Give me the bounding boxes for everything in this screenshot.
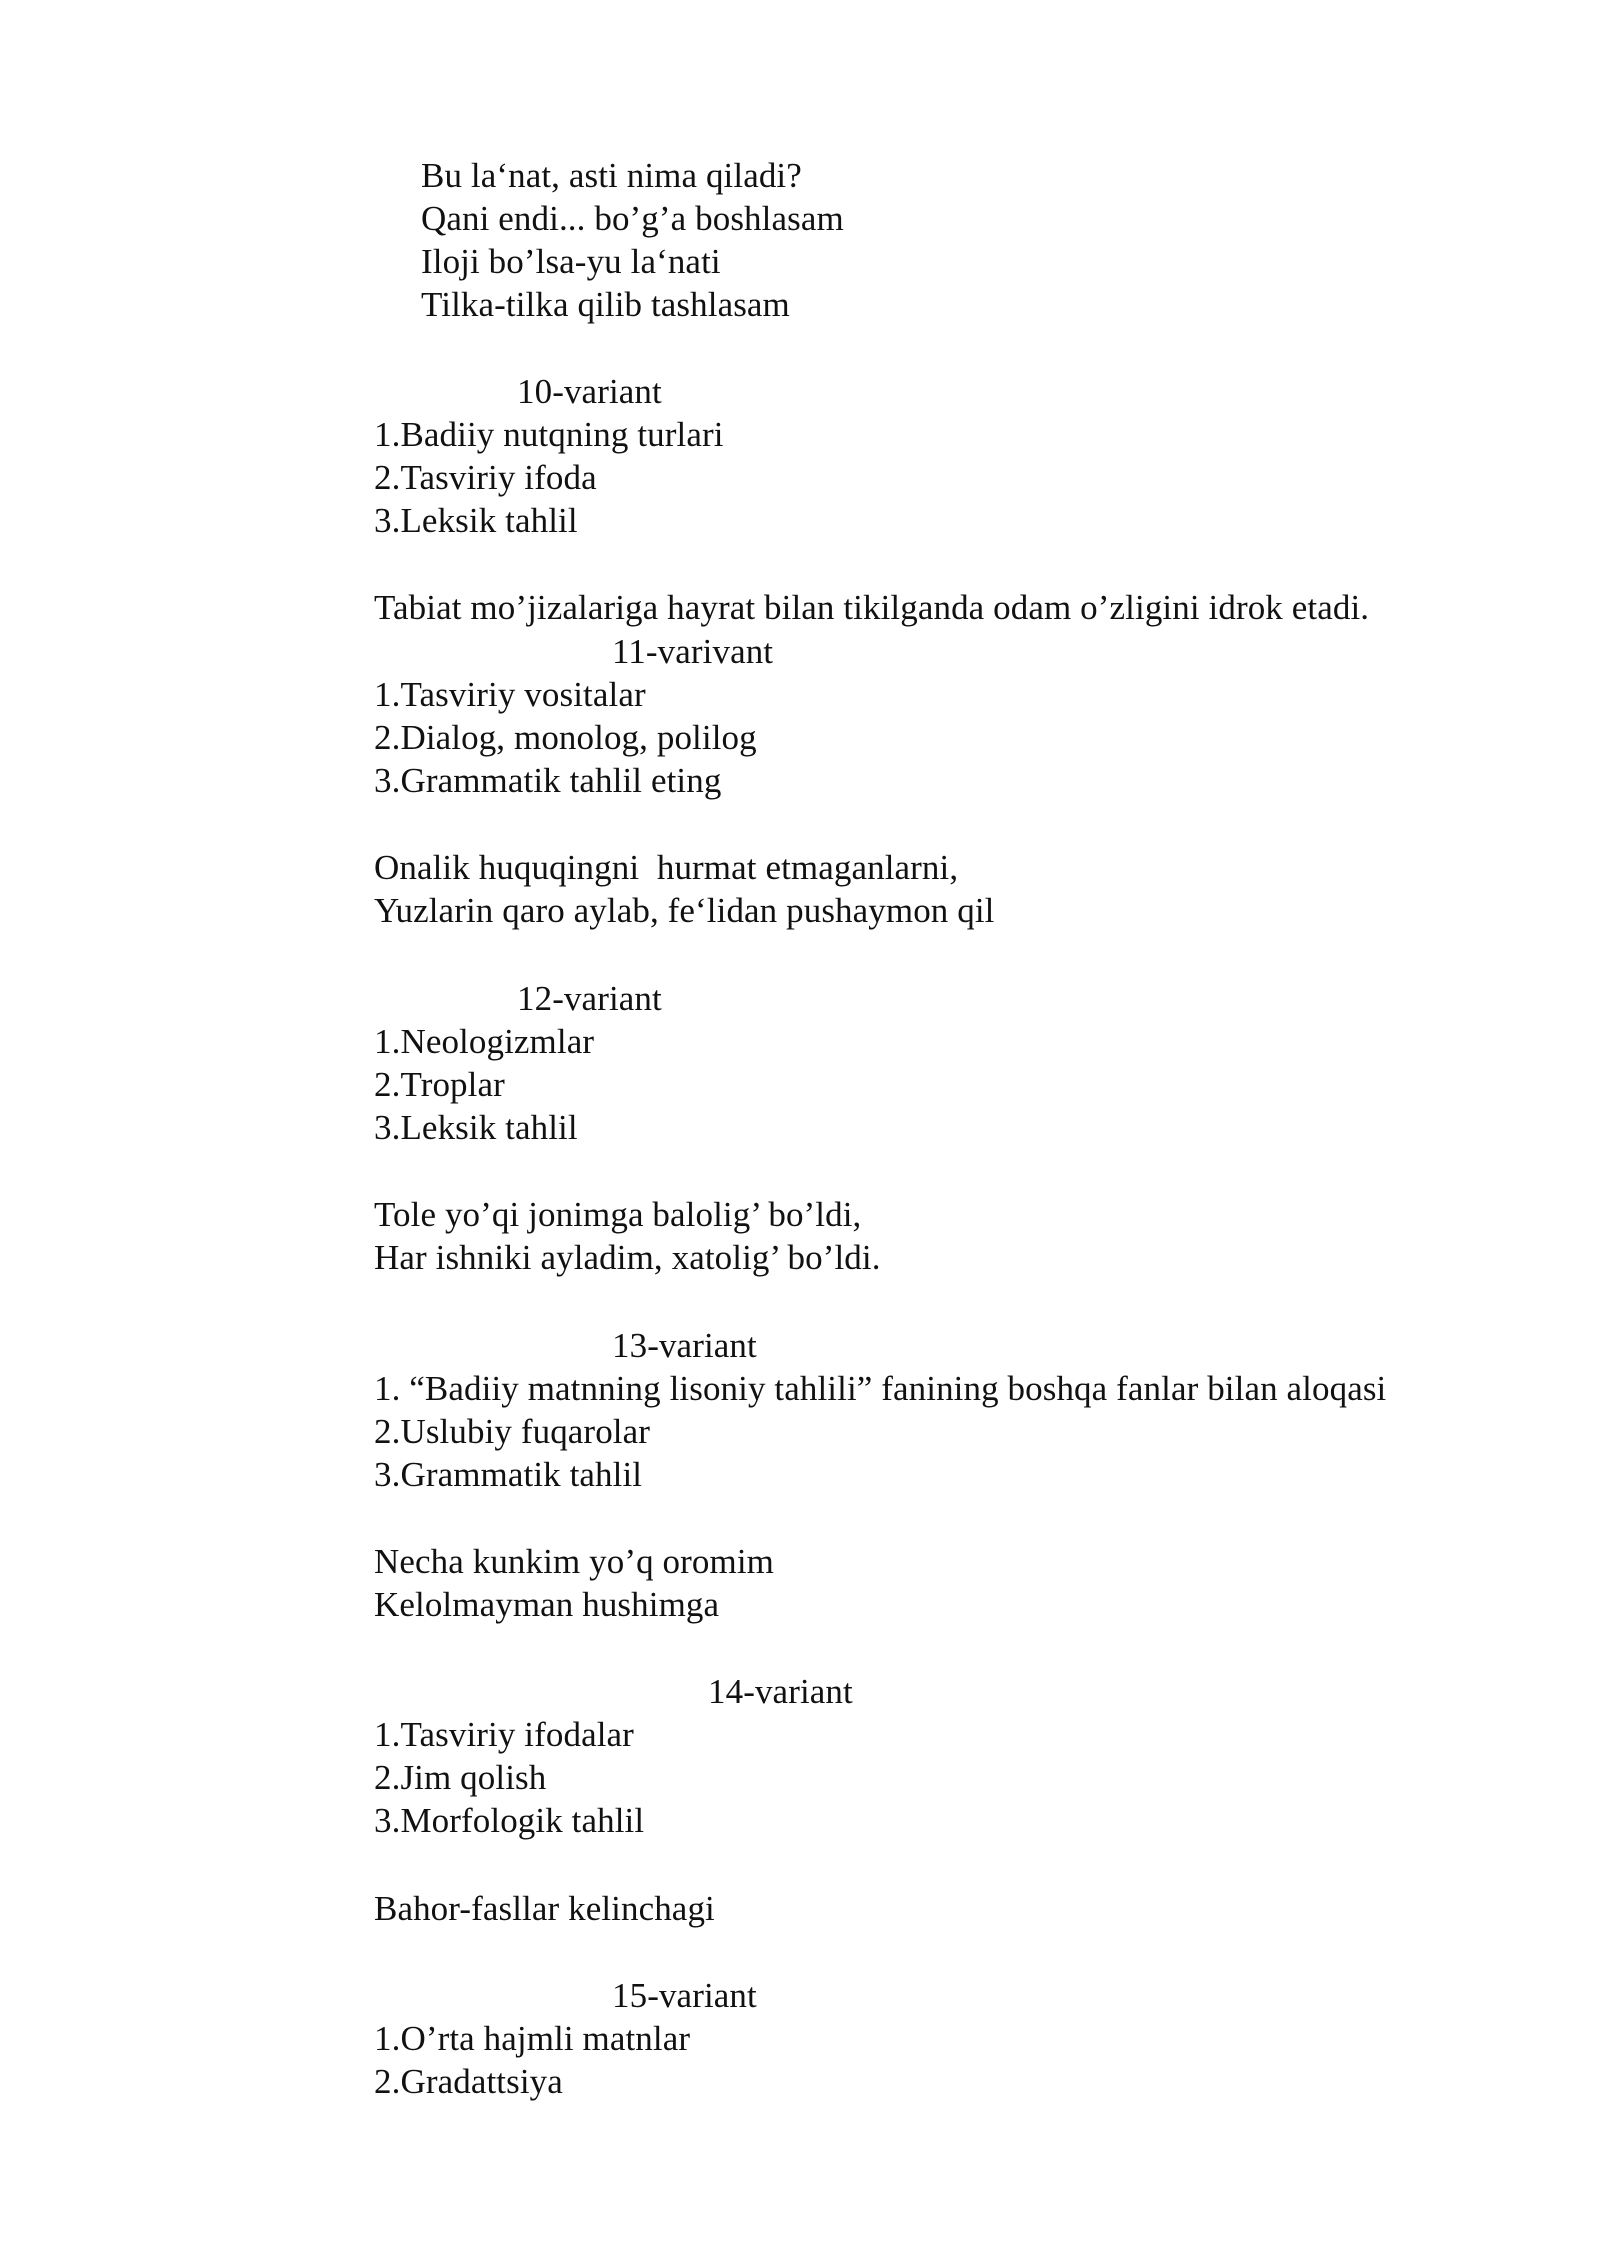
variant-item: 3.Grammatik tahlil <box>374 1455 643 1494</box>
variant-item: 2.Troplar <box>374 1065 505 1104</box>
variant-text: Yuzlarin qaro aylab, fe‘lidan pushaymon qil <box>374 891 995 930</box>
variant-item: 2.Gradattsiya <box>374 2062 563 2101</box>
variant-item: 1.Badiiy nutqning turlari <box>374 415 724 454</box>
variant-item: 2.Jim qolish <box>374 1758 547 1797</box>
variant-text: Har ishniki ayladim, xatolig’ bo’ldi. <box>374 1238 881 1277</box>
variant-item: 3.Leksik tahlil <box>374 1108 578 1147</box>
variant-heading: 14-variant <box>708 1672 853 1711</box>
variant-text: Tabiat mo’jizalariga hayrat bilan tikilganda odam o’zligini idrok etadi. <box>374 588 1370 627</box>
variant-item: 1.Tasviriy ifodalar <box>374 1715 634 1754</box>
variant-text: Bahor-fasllar kelinchagi <box>374 1889 715 1928</box>
variant-text: Necha kunkim yo’q oromim <box>374 1542 774 1581</box>
variant-item: 3.Grammatik tahlil eting <box>374 761 722 800</box>
poem-line: Bu la‘nat, asti nima qiladi? <box>421 156 802 195</box>
variant-item: 3.Morfologik tahlil <box>374 1801 645 1840</box>
variant-text: Tole yo’qi jonimga balolig’ bo’ldi, <box>374 1195 862 1234</box>
variant-item: 2.Tasviriy ifoda <box>374 458 597 497</box>
poem-line: Iloji bo’lsa-yu la‘nati <box>421 242 721 281</box>
variant-heading: 15-variant <box>612 1976 757 2015</box>
variant-item: 1.Neologizmlar <box>374 1022 595 1061</box>
poem-line: Tilka-tilka qilib tashlasam <box>421 285 790 324</box>
variant-item: 3.Leksik tahlil <box>374 501 578 540</box>
variant-item: 1.O’rta hajmli matnlar <box>374 2019 691 2058</box>
variant-heading: 11-varivant <box>612 632 774 671</box>
variant-text: Onalik huquqingni hurmat etmaganlarni, <box>374 848 959 887</box>
variant-heading: 12-variant <box>517 979 662 1018</box>
variant-text: Kelolmayman hushimga <box>374 1585 720 1624</box>
variant-heading: 13-variant <box>612 1326 757 1365</box>
poem-line: Qani endi... bo’g’a boshlasam <box>421 199 844 238</box>
variant-item: 1. “Badiiy matnning lisoniy tahlili” fanining boshqa fanlar bilan aloqasi <box>374 1369 1387 1408</box>
variant-item: 2.Uslubiy fuqarolar <box>374 1412 651 1451</box>
variant-item: 2.Dialog, monolog, polilog <box>374 718 757 757</box>
variant-heading: 10-variant <box>517 372 662 411</box>
variant-item: 1.Tasviriy vositalar <box>374 675 646 714</box>
